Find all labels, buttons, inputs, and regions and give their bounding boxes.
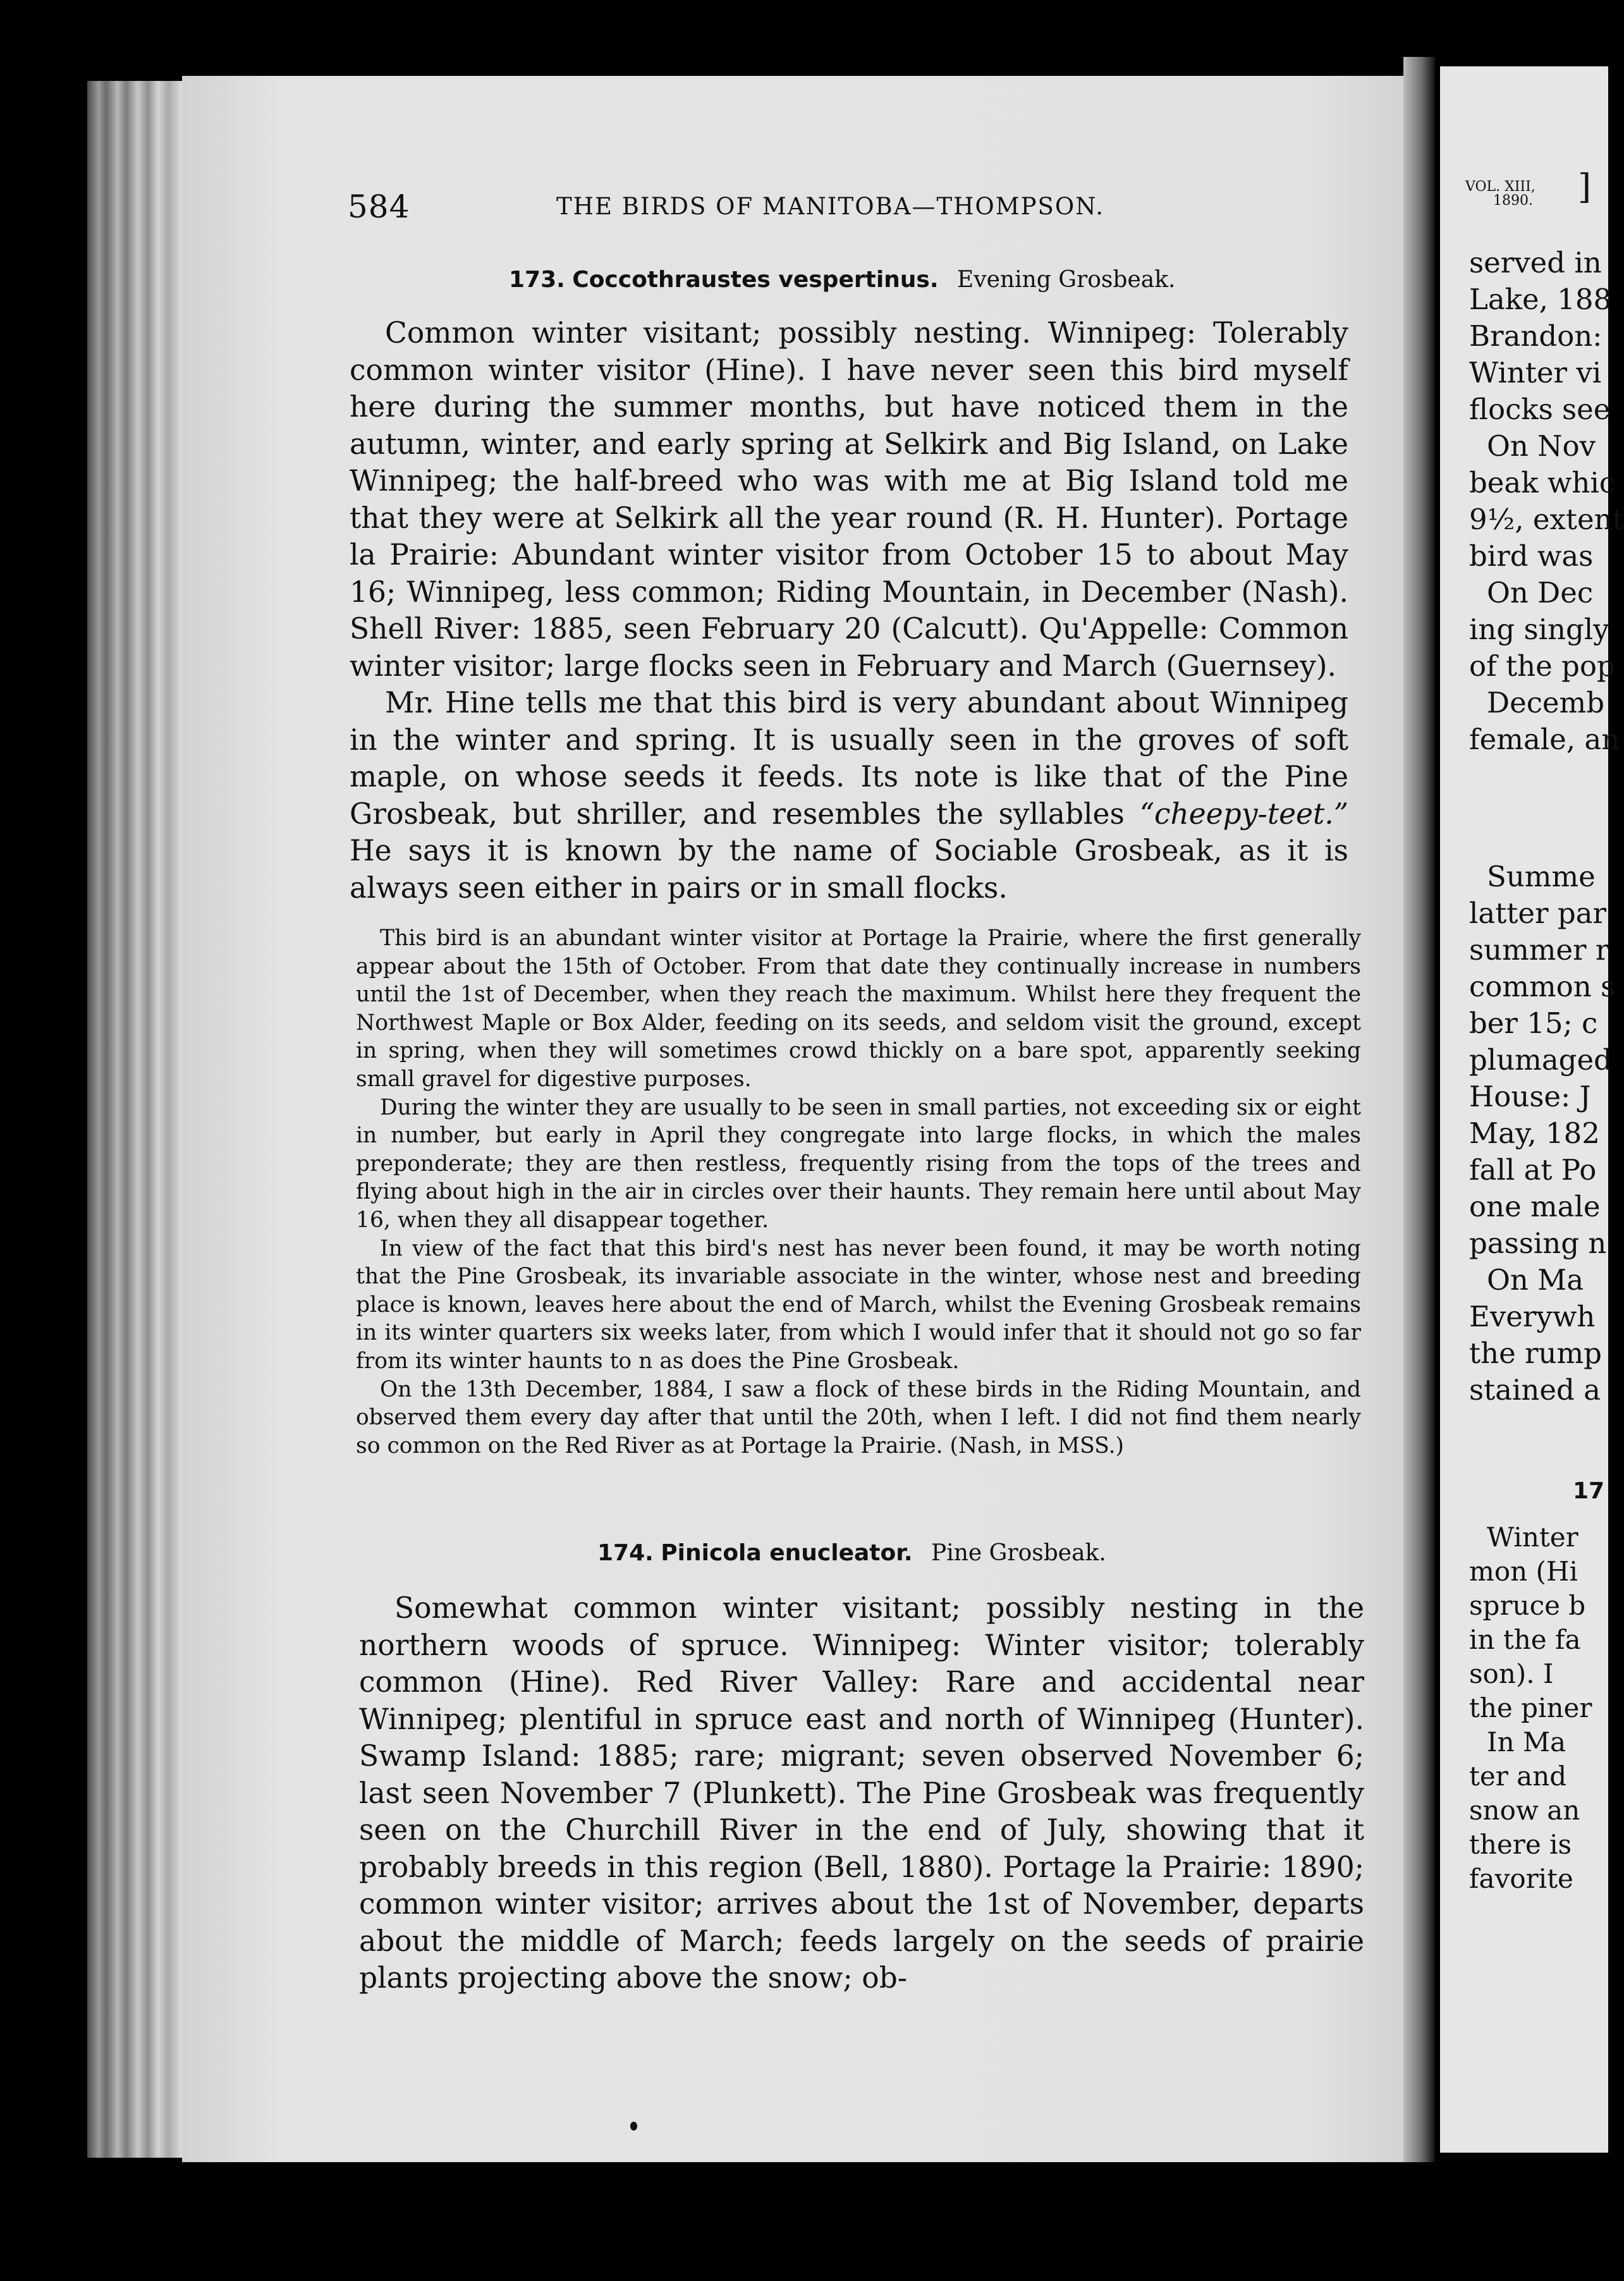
page-stack-edges	[87, 81, 182, 2158]
bracket: ]	[1578, 167, 1592, 207]
paragraph: Somewhat common winter visitant; possibly nesting in the northern woods of spruce. Winnipeg: Winter visitor; tolerably common (Hine). Red River Valley: Rare and accidental near Winnipeg; plentiful in spruce east and north of Winnipeg (Hunter). Swamp Island: 1885; rare; migrant; seven observed November 6; last seen November 7 (Plunkett). The Pine Grosbeak was frequently seen on the Churchill River in the end of July, showing that it probably breeds in this region (Bell, 1880). Portage la Prairie: 1890; common winter visitor; arrives about the 1st of November, departs about the middle of March; feeds largely on the seeds of prairie plants projecting above the snow; ob-	[359, 1591, 1364, 1995]
volume-year: 1890.	[1493, 193, 1533, 209]
note-paragraph: On the 13th December, 1884, I saw a flock of these birds in the Riding Mountain, and observed them every day after that until the 20th, when I left. I did not find them nearly so common on the Red River as at Portage la Prairie. (Nash, in MSS.)	[356, 1376, 1361, 1458]
text-line: served in	[1469, 246, 1602, 279]
species-common-name: Evening Grosbeak.	[957, 267, 1176, 293]
volume-number: VOL. XIII,	[1465, 179, 1535, 195]
right-species-heading: 17	[1573, 1478, 1605, 1504]
text-line: there is	[1469, 1829, 1572, 1860]
text-line: summer r	[1469, 933, 1609, 967]
text-line: snow an	[1469, 1795, 1580, 1826]
note-paragraph: This bird is an abundant winter visitor at Portage la Prairie, where the first generally appear about the 15th of October. From that date they continually increase in numbers until the 1st of December, when they reach the maximum. Whilst here they frequent the Northwest Maple or Box Alder, feeding on its seeds, and seldom visit the ground, except in spring, when they will sometimes crowd thickly on a bare spot, apparently seeking small gravel for digestive purposes.	[356, 926, 1361, 1092]
note-paragraph: During the winter they are usually to be seen in small parties, not exceeding six or eight in number, but early in April they congregate into large flocks, in which the males preponderate; they are then restless, frequently rising from the tops of the trees and flying about high in the air in circles over their haunts. They remain here until about May 16, when they all disappear together.	[356, 1094, 1361, 1233]
text-line: passing n	[1469, 1226, 1607, 1260]
text-line: 9½, extent	[1469, 503, 1624, 536]
species-scientific-name: Coccothraustes vespertinus.	[572, 267, 939, 293]
text-line: in the fa	[1469, 1624, 1581, 1655]
text-line: Everywh	[1469, 1300, 1596, 1333]
text-line: Decemb	[1487, 686, 1605, 719]
text-line: the rump	[1469, 1336, 1602, 1370]
paragraph	[350, 685, 1348, 907]
species-number: 173.	[509, 267, 565, 293]
running-title: THE BIRDS OF MANITOBA—THOMPSON.	[556, 193, 1104, 220]
text-line: mon (Hi	[1469, 1556, 1578, 1587]
text-line: the piner	[1469, 1692, 1592, 1723]
text-line: one male	[1469, 1190, 1601, 1223]
paragraph-text: He says it is known by the name of Sociable Grosbeak, as it is always seen either in pairs or in small flocks.	[350, 834, 1348, 905]
text-line: Winter	[1487, 1522, 1578, 1553]
text-line: of the pop	[1469, 649, 1615, 683]
book-gutter	[1403, 57, 1435, 2162]
text-line: Brandon:	[1469, 319, 1603, 353]
text-line: In Ma	[1487, 1727, 1566, 1758]
text-line: ing singly	[1469, 613, 1609, 646]
text-line: Summe	[1487, 860, 1596, 893]
quoted-syllables: “cheepy-teet.”	[1139, 797, 1348, 831]
species-heading-173	[509, 267, 1175, 293]
text-line: fall at Po	[1469, 1153, 1597, 1187]
text-line: female, an	[1469, 723, 1620, 756]
right-text-c	[1469, 1520, 1592, 1896]
species-number: 174.	[597, 1540, 654, 1566]
right-text-a	[1469, 245, 1624, 758]
text-line: ter and	[1469, 1761, 1567, 1792]
paragraph-text: Mr. Hine tells me that this bird is very abundant about Winnipeg in the winter and spring. It is usually seen in the groves of soft maple, on whose seeds it feeds. Its note is like that of the Pine Grosbeak, but shriller, and resembles the syllables	[350, 686, 1348, 831]
species-heading-174	[597, 1540, 1106, 1566]
text-line: On Dec	[1487, 576, 1594, 609]
text-line: May, 182	[1469, 1116, 1600, 1150]
text-line: On Ma	[1487, 1263, 1584, 1297]
page-number: 584	[348, 188, 410, 225]
text-line: plumaged	[1469, 1043, 1612, 1077]
right-page	[1440, 66, 1624, 2153]
text-line: On Nov	[1487, 429, 1596, 463]
volume-label	[1465, 167, 1592, 209]
text-line: ber 15; c	[1469, 1006, 1598, 1040]
species-174-text	[359, 1590, 1364, 1997]
note-paragraph: In view of the fact that this bird's nest has never been found, it may be worth noting that the Pine Grosbeak, its invariable associate in the winter, whose nest and breeding place is known, leaves here about the end of March, whilst the Evening Grosbeak remains in its winter quarters six weeks later, from which I would infer that it should not go so far from its winter haunts to n as does the Pine Grosbeak.	[356, 1235, 1361, 1374]
text-line: son). I	[1469, 1658, 1554, 1689]
text-line: spruce b	[1469, 1590, 1586, 1621]
text-line: Lake, 188	[1469, 283, 1612, 316]
text-line: bird was	[1469, 539, 1594, 573]
right-text-b	[1469, 859, 1615, 1409]
quoted-notes	[356, 924, 1361, 1460]
text-line: latter par	[1469, 896, 1606, 930]
text-line: House: J	[1469, 1080, 1591, 1113]
species-common-name: Pine Grosbeak.	[931, 1540, 1106, 1566]
page-mark	[630, 2122, 637, 2131]
text-line: Winter vi	[1469, 356, 1602, 389]
text-line: flocks see	[1469, 393, 1611, 426]
text-line: beak whic	[1469, 466, 1615, 499]
text-line: common s	[1469, 970, 1616, 1003]
species-173-text	[350, 315, 1348, 907]
text-line: stained a	[1469, 1373, 1601, 1407]
species-scientific-name: Pinicola enucleator.	[661, 1540, 913, 1566]
text-line: favorite	[1469, 1863, 1573, 1894]
paragraph: Common winter visitant; possibly nesting. Winnipeg: Tolerably common winter visitor (Hine). I have never seen this bird myself here during the summer months, but have noticed them in the autumn, winter, and early spring at Selkirk and Big Island, on Lake Winnipeg; the half-breed who was with me at Big Island told me that they were at Selkirk all the year round (R. H. Hunter). Portage la Prairie: Abundant winter visitor from October 15 to about May 16; Winnipeg, less common; Riding Mountain, in December (Nash). Shell River: 1885, seen February 20 (Calcutt). Qu'Appelle: Common winter visitor; large flocks seen in February and March (Guernsey).	[350, 316, 1348, 683]
